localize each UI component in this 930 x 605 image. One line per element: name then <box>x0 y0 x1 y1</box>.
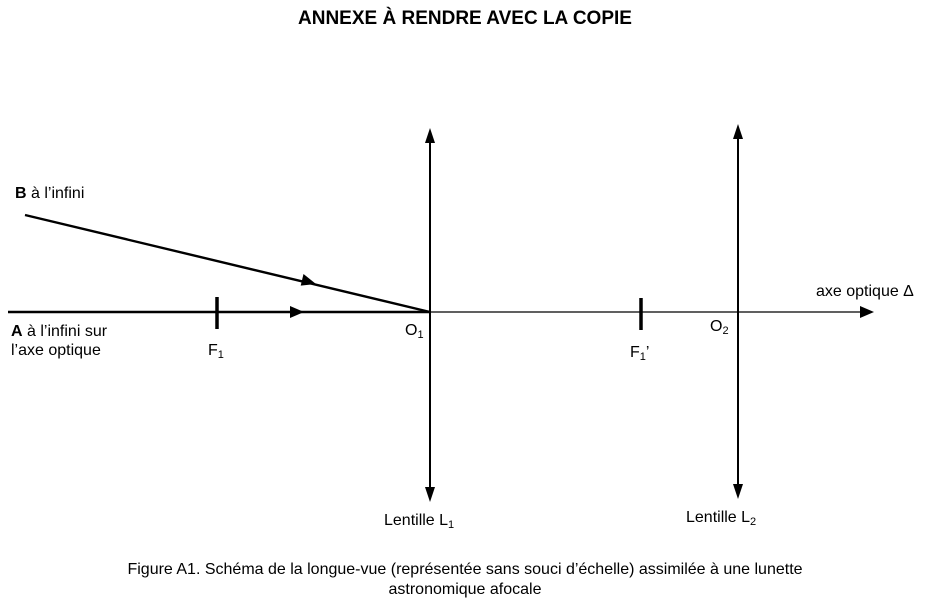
label-a-line2: l’axe optique <box>11 342 101 359</box>
page-title: ANNEXE À RENDRE AVEC LA COPIE <box>298 8 632 29</box>
caption-line1: Figure A1. Schéma de la longue-vue (représentée sans souci d’échelle) assimilée à une lunette <box>127 561 803 578</box>
label-o2 <box>710 317 729 336</box>
label-f1-main: F <box>208 342 218 359</box>
label-lens-l1-sub: 1 <box>448 519 455 531</box>
label-lens-l2-main: Lentille L <box>686 509 751 526</box>
label-lens-l1 <box>384 511 454 530</box>
label-a-bold: A <box>11 323 23 340</box>
label-f1-prime <box>630 343 649 362</box>
label-o2-sub: 2 <box>722 325 729 337</box>
label-o1-sub: 1 <box>417 329 424 341</box>
optical-axis-arrow-icon <box>860 306 874 318</box>
label-f1-sub: 1 <box>217 349 224 361</box>
label-b-bold: B <box>15 185 27 202</box>
label-o1 <box>405 321 424 340</box>
label-lens-l2-sub: 2 <box>750 516 757 528</box>
ray-b-arrow-icon <box>301 274 316 286</box>
label-f1p-sub: 1 <box>639 351 646 363</box>
label-f1 <box>208 341 224 360</box>
figure-caption <box>40 560 890 600</box>
label-b <box>15 184 84 203</box>
caption-line2: astronomique afocale <box>388 581 542 598</box>
label-lens-l1-main: Lentille L <box>384 512 449 529</box>
label-f1p-main: F <box>630 344 640 361</box>
label-o2-main: O <box>710 318 723 335</box>
ray-b <box>25 215 430 312</box>
label-b-rest: à l’infini <box>26 185 85 202</box>
label-o1-main: O <box>405 322 418 339</box>
lens-l1 <box>425 128 435 502</box>
label-a <box>11 322 107 360</box>
label-f1p-suffix: ’ <box>645 344 650 361</box>
label-lens-l2 <box>686 508 756 527</box>
label-axis: axe optique Δ <box>816 283 914 300</box>
label-a-rest: à l’infini sur <box>22 323 108 340</box>
ray-a-arrow-icon <box>290 306 304 318</box>
